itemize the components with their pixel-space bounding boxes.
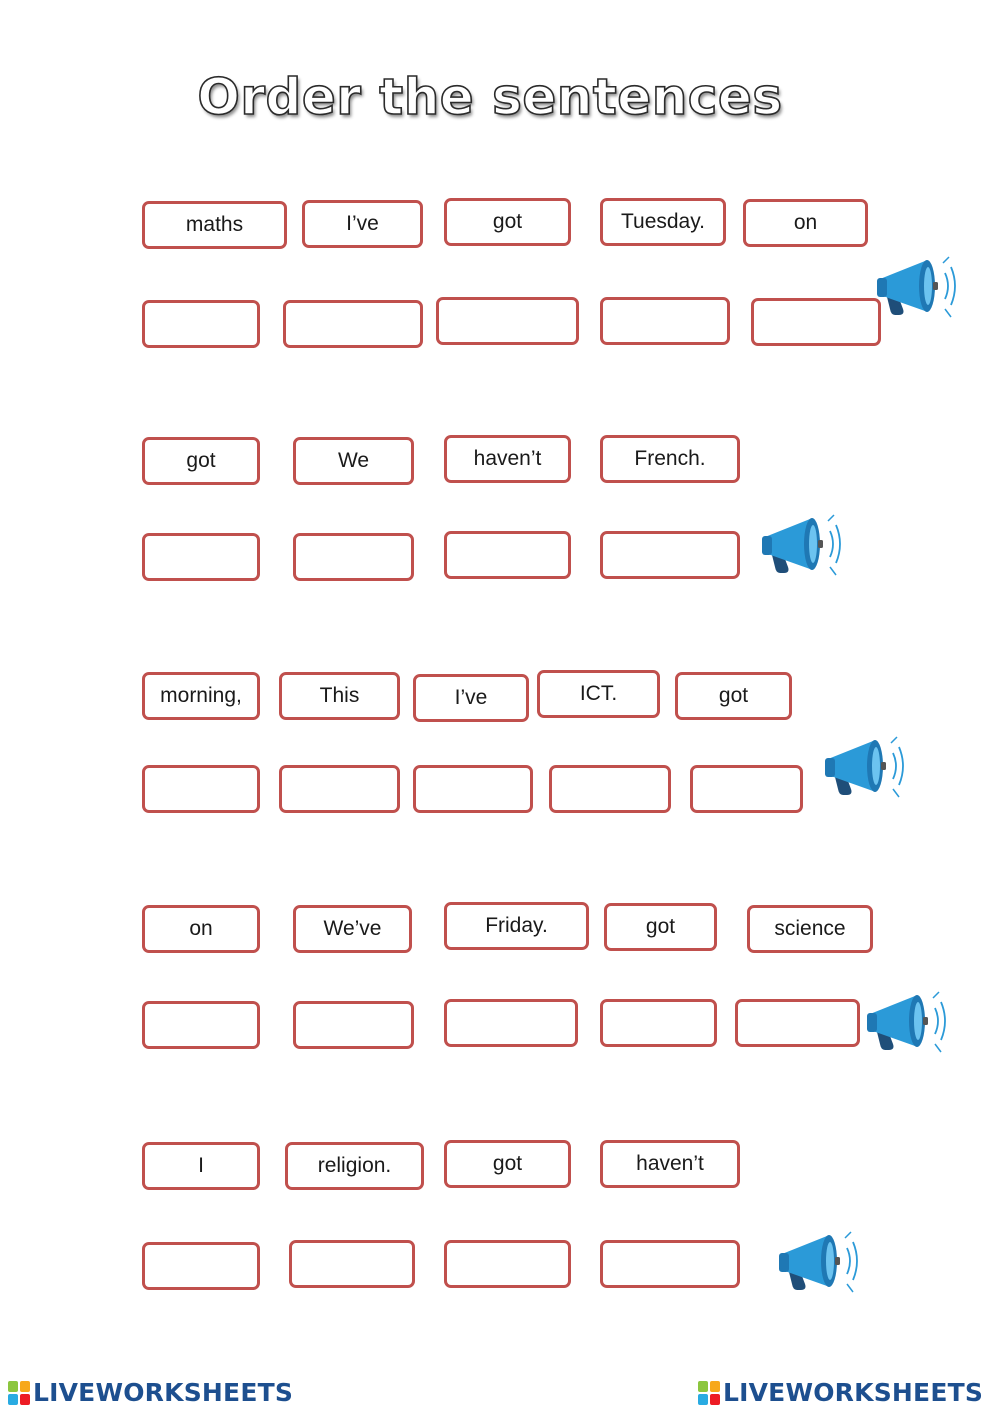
word-tile[interactable]: We	[293, 437, 414, 485]
word-tile[interactable]: got	[675, 672, 792, 720]
word-tile[interactable]: science	[747, 905, 873, 953]
word-tile[interactable]: Tuesday.	[600, 198, 726, 246]
word-tile[interactable]: I’ve	[302, 200, 423, 248]
page-title: Order the sentences	[197, 68, 783, 126]
answer-slot[interactable]	[289, 1240, 415, 1288]
liveworksheets-logo-icon	[8, 1381, 30, 1405]
word-tile[interactable]: Friday.	[444, 902, 589, 950]
answer-slot[interactable]	[600, 999, 717, 1047]
answer-slot[interactable]	[600, 531, 740, 579]
megaphone-icon[interactable]	[865, 990, 955, 1060]
word-tile[interactable]: This	[279, 672, 400, 720]
answer-slot[interactable]	[142, 533, 260, 581]
megaphone-icon[interactable]	[875, 255, 965, 325]
word-tile[interactable]: got	[604, 903, 717, 951]
answer-slot[interactable]	[142, 1001, 260, 1049]
answer-slot[interactable]	[142, 300, 260, 348]
word-tile[interactable]: ICT.	[537, 670, 660, 718]
word-tile[interactable]: haven’t	[600, 1140, 740, 1188]
answer-slot[interactable]	[444, 999, 578, 1047]
word-tile[interactable]: on	[142, 905, 260, 953]
word-tile[interactable]: I	[142, 1142, 260, 1190]
word-tile[interactable]: haven’t	[444, 435, 571, 483]
answer-slot[interactable]	[293, 533, 414, 581]
word-tile[interactable]: morning,	[142, 672, 260, 720]
answer-slot[interactable]	[279, 765, 400, 813]
answer-slot[interactable]	[751, 298, 881, 346]
word-tile[interactable]: on	[743, 199, 868, 247]
footer-brand-right	[698, 1378, 983, 1407]
answer-slot[interactable]	[293, 1001, 414, 1049]
answer-slot[interactable]	[735, 999, 860, 1047]
word-tile[interactable]: got	[444, 1140, 571, 1188]
answer-slot[interactable]	[444, 1240, 571, 1288]
megaphone-icon[interactable]	[777, 1230, 867, 1300]
brand-name: LIVEWORKSHEETS	[723, 1378, 984, 1407]
answer-slot[interactable]	[690, 765, 803, 813]
footer-brand-left	[8, 1378, 293, 1407]
answer-slot[interactable]	[549, 765, 671, 813]
word-tile[interactable]: I’ve	[413, 674, 529, 722]
liveworksheets-logo-icon	[698, 1381, 720, 1405]
megaphone-icon[interactable]	[760, 513, 850, 583]
megaphone-icon[interactable]	[823, 735, 913, 805]
answer-slot[interactable]	[444, 531, 571, 579]
answer-slot[interactable]	[600, 297, 730, 345]
word-tile[interactable]: got	[142, 437, 260, 485]
word-tile[interactable]: French.	[600, 435, 740, 483]
answer-slot[interactable]	[600, 1240, 740, 1288]
word-tile[interactable]: maths	[142, 201, 287, 249]
answer-slot[interactable]	[283, 300, 423, 348]
word-tile[interactable]: We’ve	[293, 905, 412, 953]
word-tile[interactable]: got	[444, 198, 571, 246]
word-tile[interactable]: religion.	[285, 1142, 424, 1190]
answer-slot[interactable]	[142, 765, 260, 813]
brand-name: LIVEWORKSHEETS	[33, 1378, 294, 1407]
answer-slot[interactable]	[142, 1242, 260, 1290]
answer-slot[interactable]	[413, 765, 533, 813]
answer-slot[interactable]	[436, 297, 579, 345]
